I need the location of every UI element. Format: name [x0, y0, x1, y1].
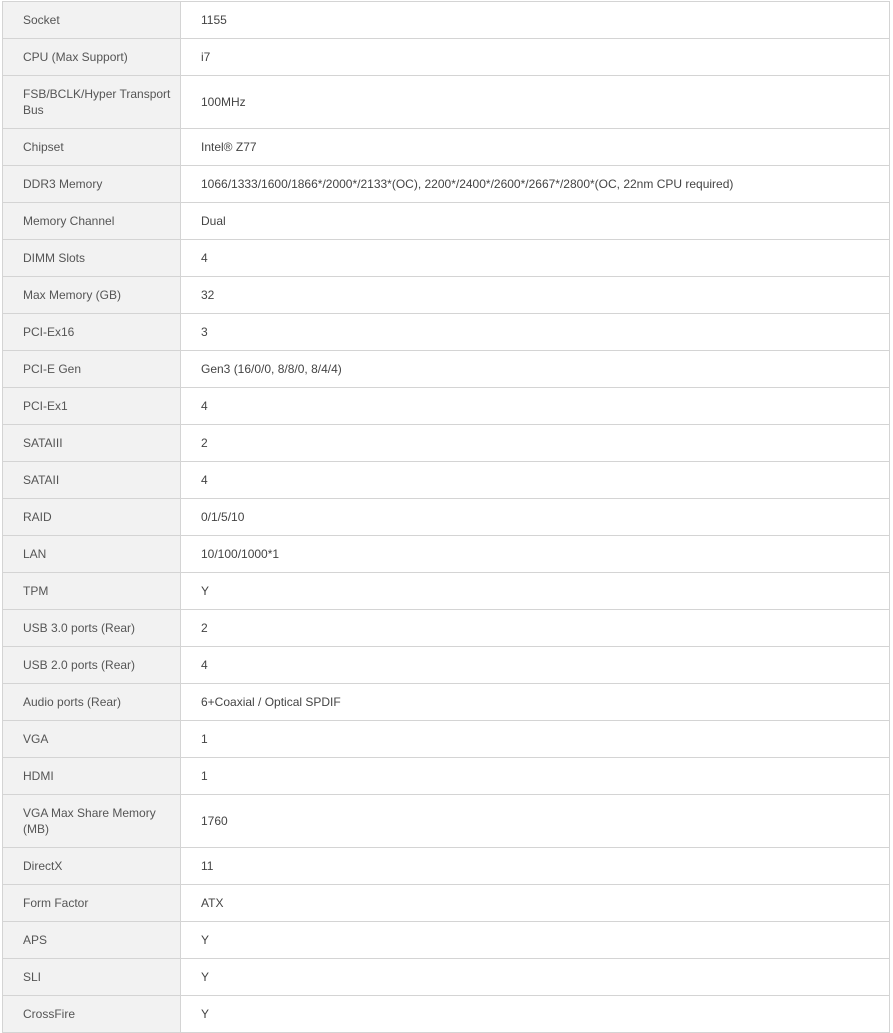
spec-value: Dual [181, 203, 890, 240]
spec-label: USB 3.0 ports (Rear) [3, 610, 181, 647]
spec-value: 100MHz [181, 76, 890, 129]
table-row [3, 647, 890, 684]
spec-label: LAN [3, 536, 181, 573]
spec-label: DIMM Slots [3, 240, 181, 277]
table-row [3, 684, 890, 721]
spec-label: HDMI [3, 758, 181, 795]
table-row [3, 536, 890, 573]
spec-label: PCI-Ex1 [3, 388, 181, 425]
table-row [3, 166, 890, 203]
spec-value: 11 [181, 848, 890, 885]
table-row [3, 758, 890, 795]
spec-label: RAID [3, 499, 181, 536]
spec-label: FSB/BCLK/Hyper Transport Bus [3, 76, 181, 129]
table-row [3, 388, 890, 425]
table-row [3, 76, 890, 129]
spec-value: 4 [181, 647, 890, 684]
spec-label: PCI-E Gen [3, 351, 181, 388]
spec-value: 4 [181, 240, 890, 277]
spec-label: SATAIII [3, 425, 181, 462]
spec-value: Gen3 (16/0/0, 8/8/0, 8/4/4) [181, 351, 890, 388]
table-row [3, 277, 890, 314]
spec-label: DirectX [3, 848, 181, 885]
table-row [3, 129, 890, 166]
spec-value: 1760 [181, 795, 890, 848]
table-row [3, 959, 890, 996]
table-row [3, 573, 890, 610]
spec-value: 6+Coaxial / Optical SPDIF [181, 684, 890, 721]
spec-value: Y [181, 922, 890, 959]
spec-value: 2 [181, 610, 890, 647]
table-row [3, 425, 890, 462]
spec-label: CPU (Max Support) [3, 39, 181, 76]
table-row [3, 2, 890, 39]
spec-value: 4 [181, 462, 890, 499]
spec-value: Intel® Z77 [181, 129, 890, 166]
spec-label: Memory Channel [3, 203, 181, 240]
spec-value: 4 [181, 388, 890, 425]
table-row [3, 462, 890, 499]
table-row [3, 795, 890, 848]
table-row [3, 922, 890, 959]
table-row [3, 885, 890, 922]
table-row [3, 848, 890, 885]
spec-value: 0/1/5/10 [181, 499, 890, 536]
spec-label: TPM [3, 573, 181, 610]
table-row [3, 39, 890, 76]
spec-value: 32 [181, 277, 890, 314]
spec-value: 3 [181, 314, 890, 351]
spec-value: 1066/1333/1600/1866*/2000*/2133*(OC), 2200*/2400*/2600*/2667*/2800*(OC, 22nm CPU required) [181, 166, 890, 203]
spec-table [2, 1, 890, 1033]
spec-label: SLI [3, 959, 181, 996]
spec-value: i7 [181, 39, 890, 76]
spec-label: SATAII [3, 462, 181, 499]
table-row [3, 203, 890, 240]
spec-label: DDR3 Memory [3, 166, 181, 203]
table-row [3, 996, 890, 1033]
spec-value: ATX [181, 885, 890, 922]
table-row [3, 499, 890, 536]
spec-value: 2 [181, 425, 890, 462]
table-row [3, 721, 890, 758]
table-row [3, 314, 890, 351]
spec-value: 10/100/1000*1 [181, 536, 890, 573]
spec-value: 1 [181, 721, 890, 758]
table-row [3, 351, 890, 388]
spec-label: APS [3, 922, 181, 959]
spec-label: VGA Max Share Memory (MB) [3, 795, 181, 848]
spec-label: Form Factor [3, 885, 181, 922]
spec-value: Y [181, 959, 890, 996]
spec-label: Audio ports (Rear) [3, 684, 181, 721]
spec-label: CrossFire [3, 996, 181, 1033]
spec-value: 1155 [181, 2, 890, 39]
table-row [3, 610, 890, 647]
spec-label: Chipset [3, 129, 181, 166]
spec-label: VGA [3, 721, 181, 758]
spec-label: USB 2.0 ports (Rear) [3, 647, 181, 684]
spec-label: Max Memory (GB) [3, 277, 181, 314]
spec-value: Y [181, 573, 890, 610]
spec-value: Y [181, 996, 890, 1033]
spec-value: 1 [181, 758, 890, 795]
spec-label: PCI-Ex16 [3, 314, 181, 351]
table-row [3, 240, 890, 277]
spec-label: Socket [3, 2, 181, 39]
